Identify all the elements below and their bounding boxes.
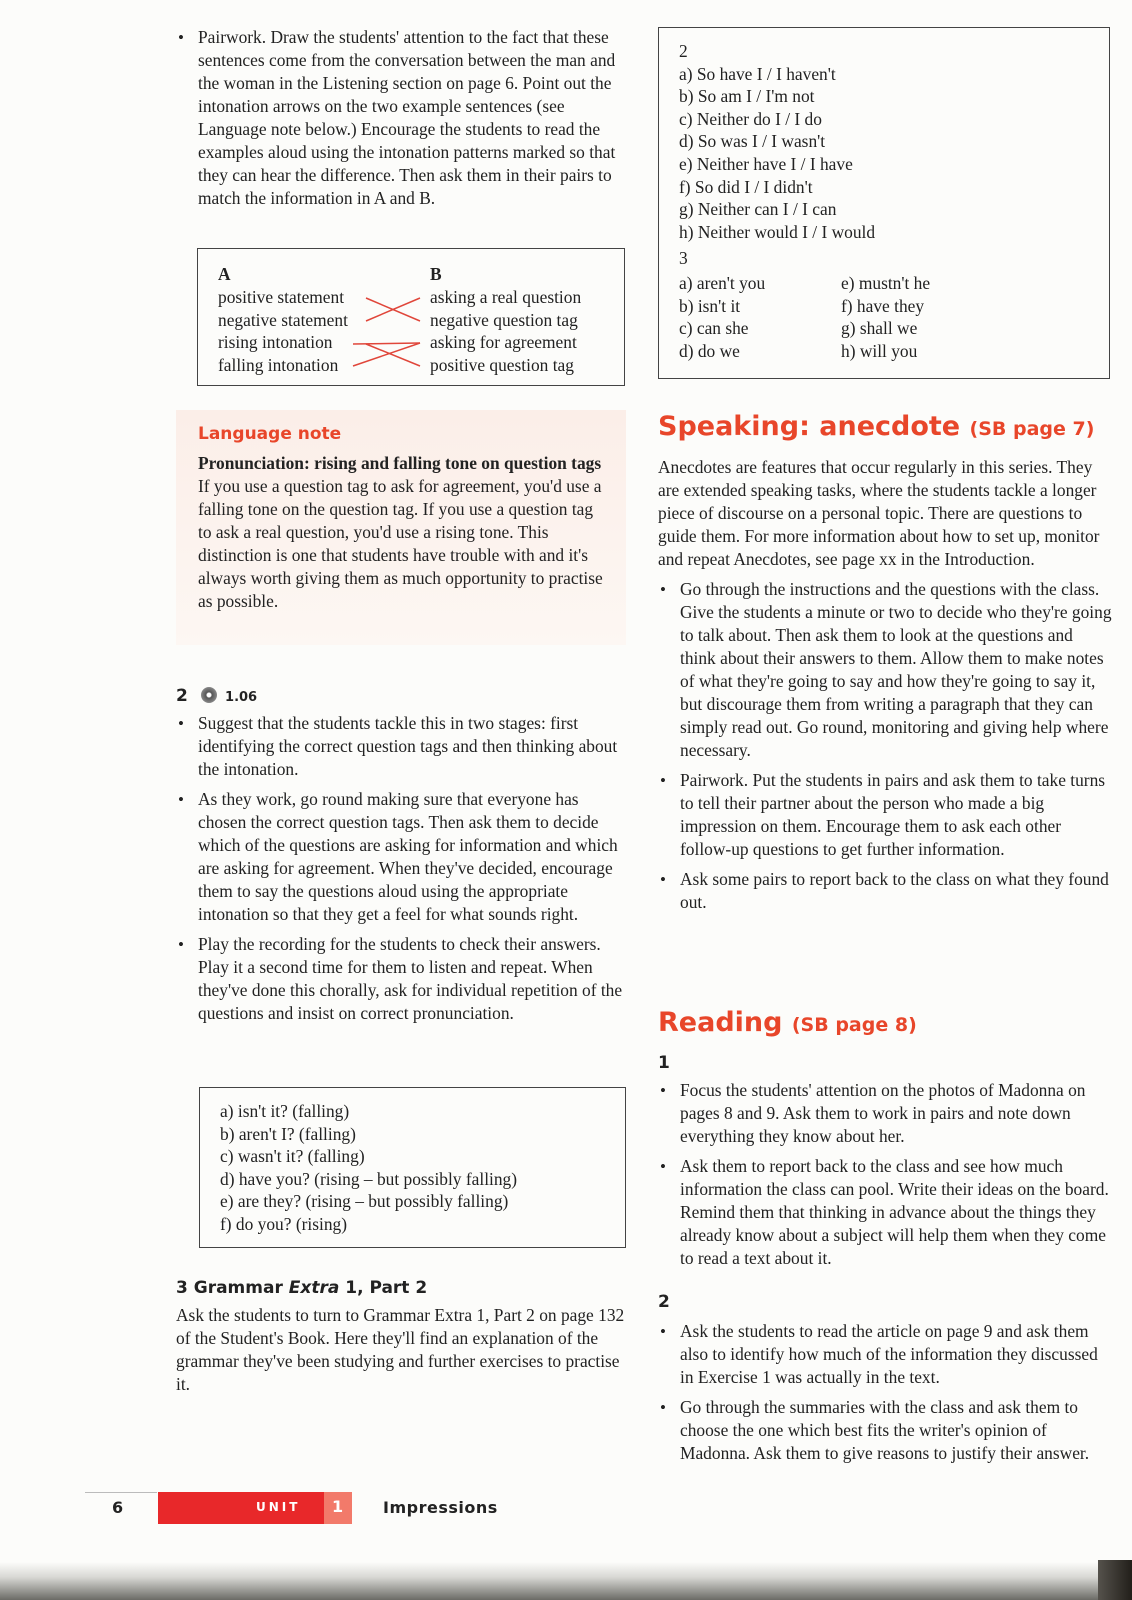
speaking-bullet: • Pairwork. Put the students in pairs and ask them to take turns to tell their partner about the person who made a big impression on them. Encourage them to ask each other follow-up questions to get further information. bbox=[658, 769, 1112, 861]
speaking-intro: Anecdotes are features that occur regularly in this series. They are extended speaking tasks, where the students tackle a longer piece of discourse on a personal topic. There are questions to guide them. For more information about how to set up, monitor and repeat Anecdotes, see page xx in the Introduction. bbox=[658, 457, 1100, 569]
reading-ex2-bullet: • Go through the summaries with the class and ask them to choose the one which best fits the writer's opinion of Madonna. Ask them to give reasons to justify their answer. bbox=[658, 1396, 1112, 1465]
reading-exercise-2-number: 2 bbox=[658, 1292, 670, 1312]
answer-key-line: h) Neither would I / I would bbox=[679, 221, 876, 242]
pairwork-bullet: • Pairwork. Draw the students' attention to the fact that these sentences come from the conversation between the man and the woman in the Listening section on page 6. Point out the intonation arrows on the two example sentences (see Language note below.) Encourage the students to read the examples aloud using the intonation patterns marked so that they can hear the difference. Then ask them in their pairs to match the information in A and B. bbox=[176, 26, 626, 210]
exercise-2-bullet: • As they work, go round making sure that everyone has chosen the correct question tags. Then ask them to decide which of the questions are asking for information and which are asking for agreement. When they've decided, encourage them to say the questions aloud using the appropriate intonation so that they get a feel for what sounds right. bbox=[176, 788, 626, 926]
match-a-item: falling intonation bbox=[218, 354, 339, 375]
answer-key-line: f) have they bbox=[841, 295, 925, 316]
exercise-2-number: 2 bbox=[176, 686, 188, 706]
answer-key-line: d) do we bbox=[679, 340, 740, 361]
answer-key-line: d) So was I / I wasn't bbox=[679, 131, 826, 152]
match-line bbox=[366, 344, 420, 366]
answer-line: d) have you? (rising – but possibly falling) bbox=[220, 1168, 518, 1189]
speaking-bullet: • Go through the instructions and the questions with the class. Give the students a minute or two to decide who they're going to talk about. Then ask them to look at the questions and think about their answers to them. Allow them to make notes of what they're going to say and how they're going to say it, but discourage them from writing a paragraph that they can simply read out. Go round, monitoring and giving help where necessary. bbox=[658, 578, 1112, 762]
exercise-2-bullet: • Play the recording for the students to check their answers. Play it a second time for them to listen and repeat. When they've done this chorally, ask for individual repetition of the questions and insist on correct pronunciation. bbox=[176, 933, 626, 1025]
language-note-text: If you use a question tag to ask for agreement, you'd use a falling tone on the question tag. If you use a question tag to ask a real question, you'd use a rising tone. This distinction is one that students have trouble with and it's always worth giving them as much opportunity to practise as possible. bbox=[198, 476, 603, 611]
speaking-section bbox=[658, 456, 1112, 921]
match-box bbox=[197, 248, 625, 386]
language-note bbox=[176, 410, 626, 645]
exercise-2-answer-box bbox=[199, 1087, 626, 1248]
exercise-3-text: Ask the students to turn to Grammar Extra 1, Part 2 on page 132 of the Student's Book. Here they'll find an explanation of the grammar they've been studying and further exercises to practise it. bbox=[176, 1305, 625, 1394]
answer-key-line: c) Neither do I / I do bbox=[679, 108, 822, 129]
match-a-item: positive statement bbox=[218, 287, 345, 307]
answer-key-box bbox=[658, 27, 1110, 379]
answer-line: e) are they? (rising – but possibly falling) bbox=[220, 1191, 509, 1212]
match-line bbox=[353, 343, 420, 344]
match-lines bbox=[198, 249, 626, 387]
answer-key-line: h) will you bbox=[841, 340, 918, 361]
match-b-item: asking for agreement bbox=[430, 332, 577, 353]
match-b-item: negative question tag bbox=[430, 309, 578, 330]
audio-cd-icon bbox=[201, 687, 217, 703]
page-number: 6 bbox=[112, 1498, 124, 1517]
reading-ex2-bullet: • Ask the students to read the article on page 9 and ask them also to identify how much of the information they discussed in Exercise 1 was actually in the text. bbox=[658, 1320, 1112, 1389]
unit-number: 1 bbox=[332, 1497, 344, 1516]
language-note-label: Language note bbox=[198, 424, 342, 444]
answer-key-line: e) mustn't he bbox=[841, 273, 931, 293]
answer-key-line: a) aren't you bbox=[679, 273, 766, 293]
match-b-item: positive question tag bbox=[430, 354, 574, 375]
match-a-item: negative statement bbox=[218, 309, 348, 330]
match-b-item: asking a real question bbox=[430, 287, 582, 307]
reading-heading: Reading (SB page 8) bbox=[658, 1007, 917, 1038]
answer-key-line: b) So am I / I'm not bbox=[679, 86, 815, 107]
language-note-title: Pronunciation: rising and falling tone on question tags bbox=[198, 453, 602, 473]
speaking-heading: Speaking: anecdote (SB page 7) bbox=[658, 411, 1095, 442]
unit-label: UNIT bbox=[256, 1500, 301, 1514]
answer-section-3-number: 3 bbox=[679, 248, 688, 269]
exercise-3 bbox=[176, 1278, 626, 1396]
answer-line: a) isn't it? (falling) bbox=[220, 1101, 350, 1121]
match-col-a-header: A bbox=[218, 264, 231, 284]
scan-shadow bbox=[0, 1562, 1132, 1600]
answer-section-2-number: 2 bbox=[679, 41, 688, 61]
speaking-bullet: • Ask some pairs to report back to the class on what they found out. bbox=[658, 868, 1112, 914]
answer-key-line: f) So did I / I didn't bbox=[679, 176, 813, 197]
pairwork-section bbox=[176, 26, 626, 217]
footer-rule bbox=[85, 1492, 157, 1493]
answer-key-line: a) So have I / I haven't bbox=[679, 63, 836, 84]
answer-key-line: g) shall we bbox=[841, 318, 918, 339]
footer bbox=[0, 1490, 1132, 1526]
answer-line: c) wasn't it? (falling) bbox=[220, 1146, 365, 1167]
reading-section bbox=[658, 1053, 1112, 1472]
answer-line: b) aren't I? (falling) bbox=[220, 1123, 356, 1144]
answer-key-line: b) isn't it bbox=[679, 295, 741, 316]
match-a-item: rising intonation bbox=[218, 332, 333, 353]
exercise-2 bbox=[176, 686, 626, 1032]
answer-line: f) do you? (rising) bbox=[220, 1213, 348, 1234]
match-col-b-header: B bbox=[430, 264, 442, 284]
exercise-3-heading: 3 Grammar Extra 1, Part 2 bbox=[176, 1278, 428, 1298]
answer-key-line: e) Neither have I / I have bbox=[679, 153, 853, 174]
unit-title: Impressions bbox=[383, 1498, 498, 1517]
exercise-2-bullet: • Suggest that the students tackle this in two stages: first identifying the correct question tags and then thinking about the intonation. bbox=[176, 712, 626, 781]
reading-ex1-bullet: • Focus the students' attention on the photos of Madonna on pages 8 and 9. Ask them to work in pairs and note down everything they know about her. bbox=[658, 1079, 1112, 1148]
answer-key-line: g) Neither can I / I can bbox=[679, 199, 837, 220]
reading-exercise-1-number: 1 bbox=[658, 1053, 670, 1073]
scan-shadow-right bbox=[1098, 1560, 1132, 1600]
audio-track-ref: 1.06 bbox=[225, 690, 258, 705]
unit-band bbox=[158, 1492, 352, 1524]
answer-key-line: c) can she bbox=[679, 318, 749, 339]
reading-ex1-bullet: • Ask them to report back to the class and see how much information the class can pool. Write their ideas on the board. Remind them that thinking in advance about the things they already know about a subject will help them when they come to read a text about it. bbox=[658, 1155, 1112, 1270]
exercise-2-heading bbox=[176, 686, 626, 706]
